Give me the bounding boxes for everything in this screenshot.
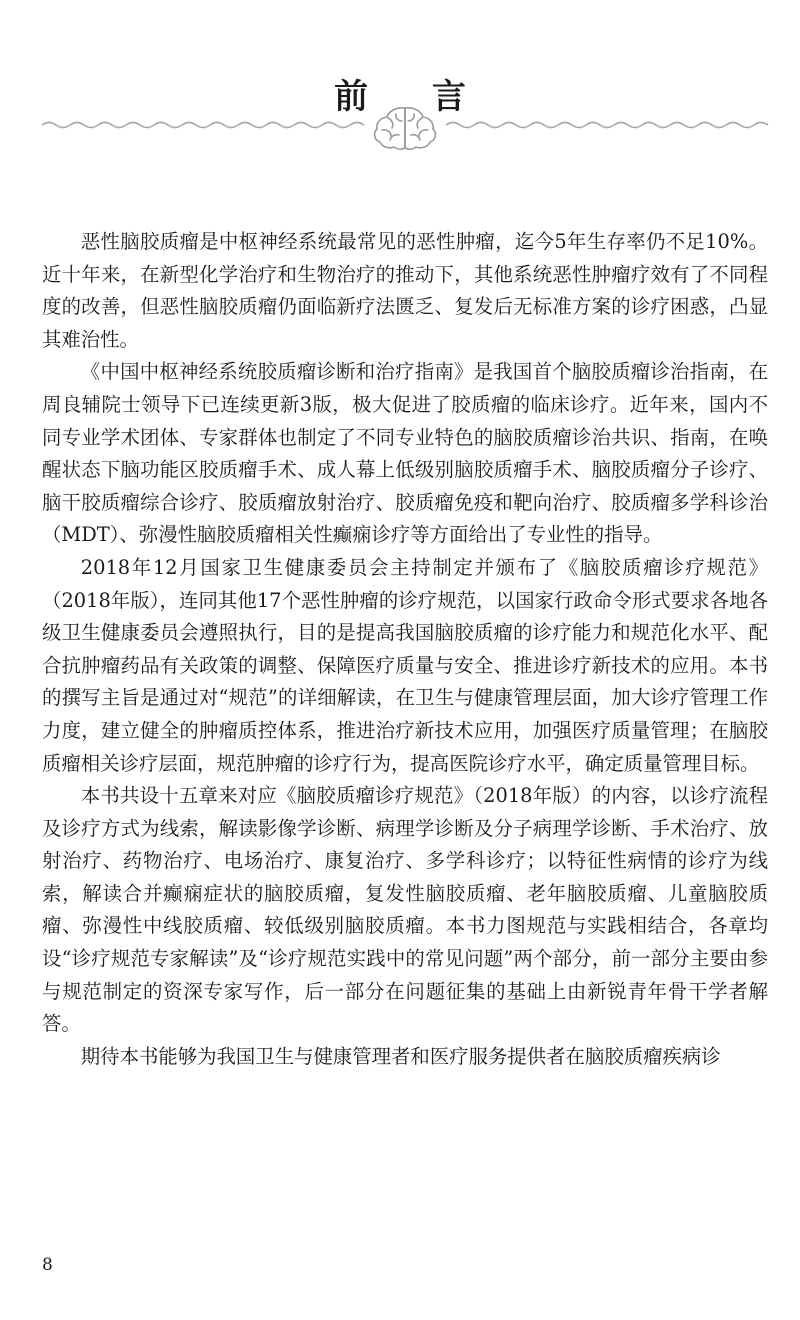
paragraph-4: 本书共设十五章来对应《脑胶质瘤诊疗规范》（2018年版）的内容，以诊疗流程及诊疗方式为线索，解读影像学诊断、病理学诊断及分子病理学诊断、手术治疗、放射治疗、药物治疗、电场治疗、康复治疗、多学科诊疗；以特征性病情的诊疗为线索，解读合并癫痫症状的脑胶质瘤，复发性脑胶质瘤、老年脑胶质瘤、儿童脑胶质瘤、弥漫性中线胶质瘤、较低级别脑胶质瘤。本书力图规范与实践相结合，各章均设“诊疗规范专家解读”及“诊疗规范实践中的常见问题”两个部分，前一部分主要由参与规范制定的资深专家写作，后一部分在问题征集的基础上由新锐青年骨干学者解答。	[42, 784, 768, 1036]
paragraph-5: 期待本书能够为我国卫生与健康管理者和医疗服务提供者在脑胶质瘤疾病诊	[80, 1044, 721, 1068]
right-wave-line	[446, 123, 768, 128]
brain-icon	[375, 108, 436, 149]
title-ornament-svg	[40, 100, 770, 150]
preface-body	[42, 226, 768, 1073]
paragraph-2: 《中国中枢神经系统胶质瘤诊断和治疗指南》是我国首个脑胶质瘤诊治指南，在周良辅院士领导下已连续更新3版，极大促进了胶质瘤的临床诊疗。近年来，国内不同专业学术团体、专家群体也制定了不同专业特色的脑胶质瘤诊治共识、指南，在唤醒状态下脑功能区胶质瘤手术、成人幕上低级别脑胶质瘤手术、脑胶质瘤分子诊疗、脑干胶质瘤综合诊疗、胶质瘤放射治疗、胶质瘤免疫和靶向治疗、胶质瘤多学科诊治（MDT）、弥漫性脑胶质瘤相关性癫痫诊疗等方面给出了专业性的指导。	[42, 360, 768, 547]
page-number: 8	[42, 1255, 53, 1275]
title-ornament-divider	[40, 100, 770, 150]
paragraph-3: 2018年12月国家卫生健康委员会主持制定并颁布了《脑胶质瘤诊疗规范》（2018年版），连同其他17个恶性肿瘤的诊疗规范，以国家行政命令形式要求各地各级卫生健康委员会遵照执行，目的是提高我国脑胶质瘤的诊疗能力和规范化水平、配合抗肿瘤药品有关政策的调整、保障医疗质量与安全、推进诊疗新技术的应用。本书的撰写主旨是通过对“规范”的详细解读，在卫生与健康管理层面，加大诊疗管理工作力度，建立健全的肿瘤质控体系，推进治疗新技术应用，加强医疗质量管理；在脑胶质瘤相关诊疗层面，规范肿瘤的诊疗行为，提高医院诊疗水平，确定质量管理目标。	[42, 555, 768, 775]
page-title: 前 言	[334, 76, 492, 117]
left-wave-line	[42, 123, 364, 128]
paragraph-1: 恶性脑胶质瘤是中枢神经系统最常见的恶性肿瘤，迄今5年生存率仍不足10%。近十年来，在新型化学治疗和生物治疗的推动下，其他系统恶性肿瘤疗效有了不同程度的改善，但恶性脑胶质瘤仍面临新疗法匮乏、复发后无标准方案的诊疗困惑，凸显其难治性。	[42, 230, 768, 351]
